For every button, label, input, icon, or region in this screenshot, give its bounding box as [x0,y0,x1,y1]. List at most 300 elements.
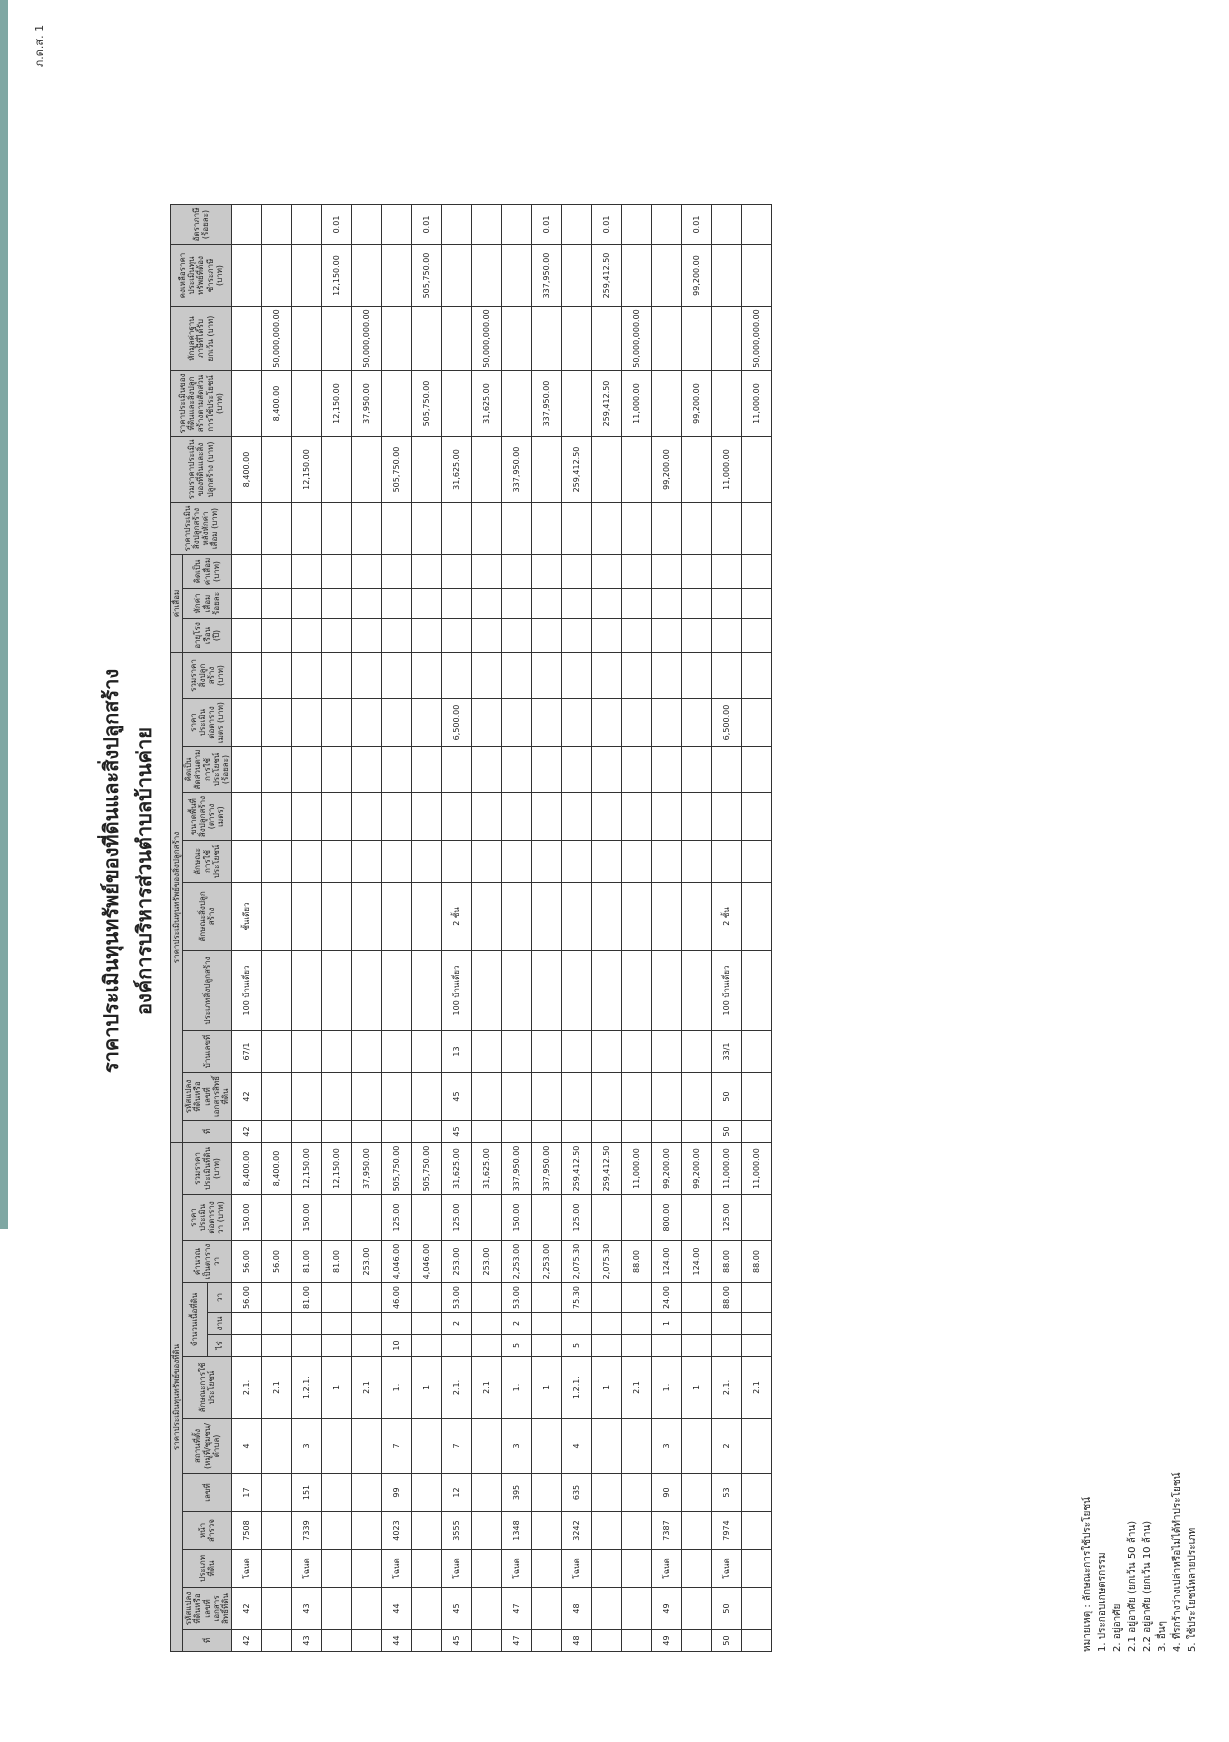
cell-btype [262,951,292,1031]
cell-sqwa: 2,075.30 [592,1241,622,1283]
cell-rai [442,1335,472,1357]
cell-btot [622,653,652,699]
cell-wa [622,1283,652,1313]
notes-line: 2.2 อยู่อาศัย (ยกเว้น 10 ล้าน) [1142,1520,1153,1652]
cell-wa: 88.00 [712,1283,742,1313]
cell-bno [532,1121,562,1143]
cell-dr [622,589,652,619]
cell-bpsqm [232,699,262,747]
cell-bpct [562,747,592,793]
cell-rai [622,1335,652,1357]
cell-sqwa: 81.00 [322,1241,352,1283]
cell-wa [682,1283,712,1313]
cell-psq: 125.00 [562,1195,592,1241]
cell-age [292,619,322,653]
cell-byuse: 505,750.00 [412,371,442,437]
cell-ex [442,307,472,371]
cell-survey [532,1512,562,1550]
cell-wa [262,1283,292,1313]
col-b-usage: ลักษณะการใช้ประโยชน์ [183,841,232,883]
cell-wa [742,1283,772,1313]
cell-psq: 800.00 [652,1195,682,1241]
cell-ex [532,307,562,371]
cell-num: 635 [562,1474,592,1512]
table-row [502,205,532,1652]
col-b-type: ประเภทสิ่งปลูกสร้าง [183,951,232,1031]
cell-sqwa: 88.00 [742,1241,772,1283]
cell-age [622,619,652,653]
cell-sqwa: 253.00 [352,1241,382,1283]
col-doc-type: ประเภทที่ดิน [183,1550,232,1588]
cell-age [412,619,442,653]
cell-bpsqm [292,699,322,747]
cell-btype [742,951,772,1031]
cell-dr [412,589,442,619]
cell-bno [262,1121,292,1143]
cell-dr [322,589,352,619]
cell-byuse [652,371,682,437]
cell-bad [412,503,442,555]
table-row [652,205,682,1652]
cell-sum: 99,200.00 [652,437,682,503]
group-depr: ค่าเสื่อม [171,555,183,653]
cell-ngan [742,1313,772,1335]
cell-bcode [622,1073,652,1121]
cell-bkind [592,883,622,951]
cell-tax [262,245,292,307]
col-price-sqwa: ราคาประเมินต่อตารางวา (บาท) [183,1195,232,1241]
cell-loc [262,1419,292,1474]
cell-dr [232,589,262,619]
cell-barea [562,793,592,841]
cell-bad [352,503,382,555]
cell-dr [682,589,712,619]
cell-barea [532,793,562,841]
cell-tax [352,245,382,307]
cell-barea [442,793,472,841]
assessment-table [170,204,772,1652]
cell-dv [562,555,592,589]
cell-survey [472,1512,502,1550]
cell-rate: 0.01 [592,205,622,245]
cell-barea [352,793,382,841]
cell-wa: 24.00 [652,1283,682,1313]
cell-btype [532,951,562,1031]
cell-bpct [742,747,772,793]
col-age: อายุโรงเรือน (ปี) [183,619,232,653]
cell-bpsqm [742,699,772,747]
cell-bkind: 2 ชั้น [442,883,472,951]
cell-barea [382,793,412,841]
cell-rate [292,205,322,245]
cell-wa: 46.00 [382,1283,412,1313]
cell-dv [742,555,772,589]
cell-sqwa: 56.00 [262,1241,292,1283]
cell-rate: 0.01 [532,205,562,245]
cell-bpct [322,747,352,793]
cell-no: 47 [502,1630,532,1652]
cell-buse [352,841,382,883]
cell-rate [712,205,742,245]
cell-rate [742,205,772,245]
cell-use: 1 [532,1357,562,1419]
cell-btot [442,653,472,699]
col-b-percent: คิดเป็นสัดส่วนตามการใช้ประโยชน์ (ร้อยละ) [183,747,232,793]
col-number: เลขที่ [183,1474,232,1512]
cell-code: 49 [652,1588,682,1630]
cell-dv [682,555,712,589]
cell-bkind [322,883,352,951]
cell-bpct [412,747,442,793]
cell-num [262,1474,292,1512]
cell-ngan: 2 [502,1313,532,1335]
cell-type [472,1550,502,1588]
cell-bpct [262,747,292,793]
cell-bcode [562,1073,592,1121]
cell-buse [562,841,592,883]
cell-wa [322,1283,352,1313]
cell-ex: 50,000,000.00 [742,307,772,371]
cell-type [412,1550,442,1588]
cell-sqwa: 88.00 [622,1241,652,1283]
cell-bpct [532,747,562,793]
cell-bkind [742,883,772,951]
cell-no: 44 [382,1630,412,1652]
cell-ngan: 1 [652,1313,682,1335]
cell-type [682,1550,712,1588]
table-row [592,205,622,1652]
cell-btot [682,653,712,699]
cell-loc [352,1419,382,1474]
cell-dv [622,555,652,589]
cell-bpct [622,747,652,793]
cell-no [412,1630,442,1652]
cell-sum [742,437,772,503]
cell-dr [562,589,592,619]
cell-house [562,1031,592,1073]
col-rate: อัตราภาษี (ร้อยละ) [171,205,232,245]
cell-loc [622,1419,652,1474]
cell-house [502,1031,532,1073]
cell-tax [502,245,532,307]
cell-bpsqm [412,699,442,747]
cell-bpsqm [622,699,652,747]
cell-byuse [712,371,742,437]
cell-bpsqm [472,699,502,747]
cell-dv [652,555,682,589]
cell-use: 2.1. [712,1357,742,1419]
cell-bad [442,503,472,555]
cell-num [472,1474,502,1512]
cell-rate [442,205,472,245]
cell-buse [262,841,292,883]
page-title: ราคาประเมินทุนทรัพย์ของที่ดินและสิ่งปลูกสร้าง [99,668,123,1074]
cell-tax: 505,750.00 [412,245,442,307]
cell-ex [382,307,412,371]
cell-btype [652,951,682,1031]
cell-dr [592,589,622,619]
cell-bpsqm [352,699,382,747]
cell-dv [442,555,472,589]
notes-line: 5. ใช้ประโยชน์หลายประเภท [1187,1527,1198,1652]
cell-loc: 3 [652,1419,682,1474]
cell-barea [622,793,652,841]
cell-btype [412,951,442,1031]
cell-psq [742,1195,772,1241]
cell-bad [472,503,502,555]
cell-byuse: 8,400.00 [262,371,292,437]
cell-survey [262,1512,292,1550]
cell-bcode [322,1073,352,1121]
cell-dv [352,555,382,589]
table-row [472,205,502,1652]
cell-type: โฉนด [442,1550,472,1588]
cell-bno [382,1121,412,1143]
col-sum-all: รวมราคาประเมินของที่ดินและสิ่งปลูกสร้าง (บาท) [171,437,232,503]
cell-sum [322,437,352,503]
cell-dr [712,589,742,619]
cell-use: 1 [682,1357,712,1419]
cell-survey: 7974 [712,1512,742,1550]
cell-rate [352,205,382,245]
cell-ex [232,307,262,371]
cell-use: 2.1. [232,1357,262,1419]
cell-sqwa: 124.00 [682,1241,712,1283]
cell-use: 1. [382,1357,412,1419]
cell-sum: 8,400.00 [232,437,262,503]
cell-bcode [532,1073,562,1121]
cell-ex [322,307,352,371]
cell-bad [712,503,742,555]
table-row [322,205,352,1652]
notes-line: 3. อื่นๆ [1157,1621,1168,1652]
cell-rai [592,1335,622,1357]
cell-byuse [502,371,532,437]
cell-ngan [352,1313,382,1335]
cell-psq [412,1195,442,1241]
cell-code [412,1588,442,1630]
col-total-sqwa: คำนวณเป็นตารางวา [183,1241,232,1283]
cell-survey: 7387 [652,1512,682,1550]
cell-bpct [232,747,262,793]
cell-bkind [562,883,592,951]
cell-age [472,619,502,653]
cell-bcode [352,1073,382,1121]
cell-bpsqm [502,699,532,747]
cell-wa [532,1283,562,1313]
cell-btot [262,653,292,699]
col-b-after-dep: ราคาประเมินสิ่งปลูกสร้างหลังหักค่าเสื่อม (บาท) [171,503,232,555]
cell-lv: 259,412.50 [592,1143,622,1195]
cell-ngan: 2 [442,1313,472,1335]
table-row [382,205,412,1652]
cell-house [682,1031,712,1073]
cell-sqwa: 2,253.00 [502,1241,532,1283]
cell-house [262,1031,292,1073]
cell-loc: 3 [292,1419,322,1474]
cell-btot [502,653,532,699]
cell-code: 42 [232,1588,262,1630]
cell-barea [472,793,502,841]
cell-survey: 4023 [382,1512,412,1550]
cell-lv: 337,950.00 [502,1143,532,1195]
cell-dr [292,589,322,619]
cell-ex [292,307,322,371]
cell-bkind [622,883,652,951]
cell-barea [712,793,742,841]
cell-btot [352,653,382,699]
cell-dr [382,589,412,619]
cell-age [502,619,532,653]
cell-loc [532,1419,562,1474]
cell-buse [382,841,412,883]
col-usage: ลักษณะการใช้ประโยชน์ [183,1357,232,1419]
cell-tax [472,245,502,307]
notes [1080,1473,1200,1653]
cell-use: 2.1 [622,1357,652,1419]
col-rai: ไร่ [207,1335,231,1357]
cell-ex [652,307,682,371]
cell-dv [472,555,502,589]
cell-barea [412,793,442,841]
cell-bkind [382,883,412,951]
cell-num [622,1474,652,1512]
cell-byuse: 11,000.00 [622,371,652,437]
cell-ex: 50,000,000.00 [472,307,502,371]
cell-age [382,619,412,653]
cell-barea [322,793,352,841]
cell-rai [472,1335,502,1357]
cell-lv: 12,150.00 [292,1143,322,1195]
cell-bpct [592,747,622,793]
cell-byuse [292,371,322,437]
cell-rai [262,1335,292,1357]
cell-bcode [472,1073,502,1121]
cell-type: โฉนด [292,1550,322,1588]
cell-btype [322,951,352,1031]
cell-rate [382,205,412,245]
cell-byuse [442,371,472,437]
cell-btype: 100 บ้านเดี่ยว [232,951,262,1031]
cell-btot [652,653,682,699]
cell-bad [562,503,592,555]
cell-no [262,1630,292,1652]
cell-num [742,1474,772,1512]
cell-code [532,1588,562,1630]
cell-byuse: 37,950.00 [352,371,382,437]
cell-house [322,1031,352,1073]
cell-sqwa: 4,046.00 [382,1241,412,1283]
cell-rai: 5 [502,1335,532,1357]
table-row [562,205,592,1652]
cell-ex [412,307,442,371]
cell-bad [742,503,772,555]
cell-num: 12 [442,1474,472,1512]
cell-buse [592,841,622,883]
cell-num: 151 [292,1474,322,1512]
cell-ngan [382,1313,412,1335]
cell-btot [322,653,352,699]
cell-psq: 125.00 [382,1195,412,1241]
cell-loc: 2 [712,1419,742,1474]
table-row [352,205,382,1652]
cell-bno [652,1121,682,1143]
cell-dr [472,589,502,619]
table-row [712,205,742,1652]
cell-rate: 0.01 [322,205,352,245]
cell-num [532,1474,562,1512]
cell-psq [472,1195,502,1241]
col-b-land-code: รหัสแปลงที่ดินหรือเลขที่เอกสารสิทธิ์ที่ดิน [183,1073,232,1121]
cell-psq [322,1195,352,1241]
cell-sqwa: 2,253.00 [532,1241,562,1283]
cell-use: 2.1 [742,1357,772,1419]
cell-loc [682,1419,712,1474]
cell-no: 49 [652,1630,682,1652]
cell-sum: 12,150.00 [292,437,322,503]
cell-tax [742,245,772,307]
cell-sum [352,437,382,503]
cell-ngan [262,1313,292,1335]
cell-bno: 45 [442,1121,472,1143]
cell-lv: 12,150.00 [322,1143,352,1195]
cell-psq: 150.00 [232,1195,262,1241]
cell-psq [262,1195,292,1241]
cell-code: 44 [382,1588,412,1630]
cell-sum [592,437,622,503]
cell-btype [502,951,532,1031]
cell-age [742,619,772,653]
table-row [682,205,712,1652]
cell-num [682,1474,712,1512]
cell-buse [322,841,352,883]
cell-buse [292,841,322,883]
cell-code [352,1588,382,1630]
cell-psq [682,1195,712,1241]
cell-sqwa: 88.00 [712,1241,742,1283]
cell-type: โฉนด [652,1550,682,1588]
cell-lv: 31,625.00 [472,1143,502,1195]
cell-psq: 125.00 [712,1195,742,1241]
cell-btot [472,653,502,699]
cell-btype: 100 บ้านเดี่ยว [442,951,472,1031]
cell-no: 42 [232,1630,262,1652]
cell-btype [352,951,382,1031]
cell-bno [412,1121,442,1143]
cell-lv: 11,000.00 [742,1143,772,1195]
cell-age [352,619,382,653]
cell-ngan [622,1313,652,1335]
cell-btype [682,951,712,1031]
cell-no [352,1630,382,1652]
cell-byuse [562,371,592,437]
cell-survey: 3242 [562,1512,592,1550]
cell-use: 2.1 [472,1357,502,1419]
cell-type: โฉนด [382,1550,412,1588]
cell-rai [742,1335,772,1357]
col-ngan: งาน [207,1313,231,1335]
cell-psq [352,1195,382,1241]
cell-house [532,1031,562,1073]
cell-lv: 337,950.00 [532,1143,562,1195]
cell-survey [742,1512,772,1550]
cell-ex [502,307,532,371]
cell-loc: 4 [232,1419,262,1474]
cell-rate: 0.01 [412,205,442,245]
col-by-use: ราคาประเมินของที่ดินและสิ่งปลูกสร้างตามสัดส่วนการใช้ประโยชน์ (บาท) [171,371,232,437]
cell-bpct [292,747,322,793]
col-land-value: รวมราคาประเมินที่ดิน (บาท) [183,1143,232,1195]
